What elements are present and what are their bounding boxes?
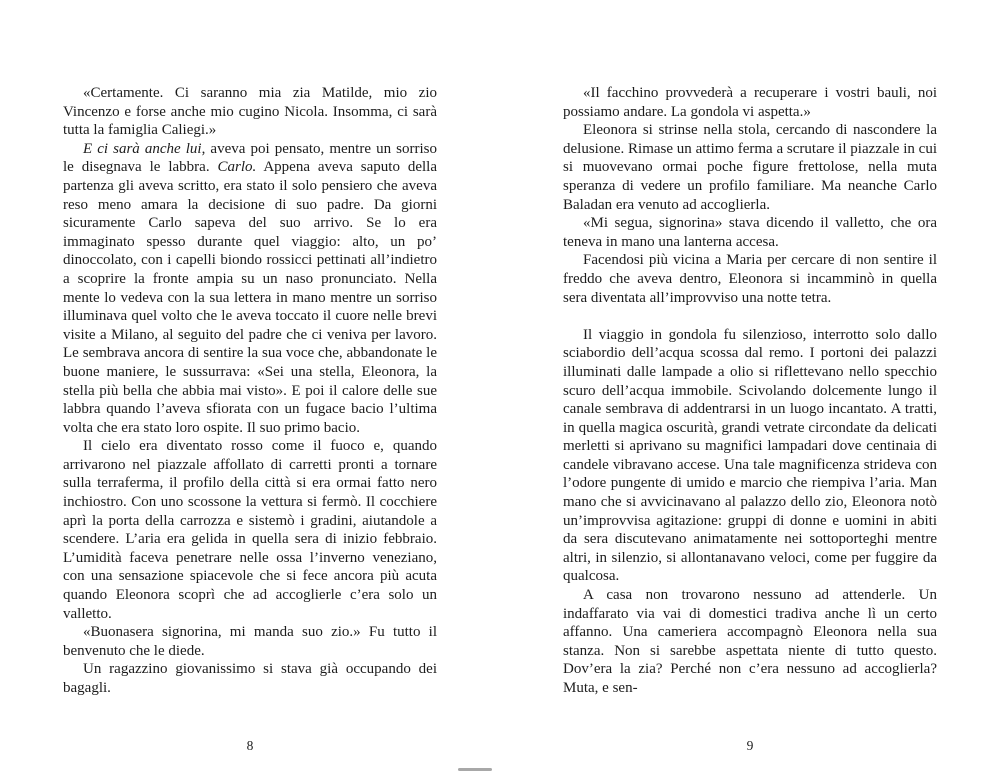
text-run: Il cielo era diventato rosso come il fuoco e, quando arrivarono nel piazzale affollato di carretti pronti a tornare sulla terraferma, il profilo della città si era ormai fatto nero inchiostro. Con uno scossone la vettura si fermò. Il cocchiere aprì la porta della carrozza e sistemò i gradini, aiutandole a scendere. L’aria era gelida in quella sera di inizio febbraio. L’umidità faceva penetrare nelle ossa l’inverno veneziano, con una sensazione spiacevole che si fece ancora più acuta quando Eleonora scoprì che ad accoglierle c’era solo un valletto. [63, 438, 437, 622]
paragraph [63, 140, 437, 438]
text-run: Facendosi più vicina a Maria per cercare di non sentire il freddo che aveva dentro, Eleonora si incamminò in quella sera diventata all’improvviso una notte tetra. [563, 252, 937, 306]
paragraph [63, 660, 437, 697]
page-text-right [563, 84, 937, 698]
page-number-left: 8 [246, 738, 254, 753]
text-run: Un ragazzino giovanissimo si stava già occupando dei bagagli. [63, 661, 437, 696]
text-run: , aveva poi pensato, mentre un sorriso le disegnava le labbra. [63, 140, 437, 176]
text-run: A casa non trovarono nessuno ad attenderle. Un indaffarato via vai di domestici tradiva anche lì un certo affanno. Una cameriera accompagnò Eleonora nella sua stanza. Non si sarebbe aspettata niente di tutto questo. Dov’era la zia? Perché non c’era nessuno ad accoglierla? Muta, e sen- [563, 587, 937, 696]
paragraph [63, 623, 437, 660]
page-right [563, 84, 937, 762]
text-run: «Mi segua, signorina» stava dicendo il valletto, che ora teneva in mano una lanterna accesa. [563, 215, 937, 250]
paragraph [63, 437, 437, 623]
text-run: Appena aveva saputo della partenza gli aveva scritto, era stato il solo pensiero che aveva reso meno amara la decisione di suo padre. Da giorni sicuramente Carlo sapeva del suo arrivo. Se lo era immaginato spesso durante quel viaggio: alto, un po’ dinoccolato, con i capelli biondo rossicci pettinati all’indietro a scoprire la fronte ampia su un naso pronunciato. Nella mente lo vedeva con la sua lettera in mano mentre un sorriso illuminava quel volto che le aveva toccato il cuore nelle brevi visite a Milano, al seguito del padre che ci veniva per lavoro. Le sembrava ancora di sentire la sua voce che, abbandonate le buone maniere, le sussurrava: «Sei una stella, Eleonora, la stella più bella che abbia mai visto». E poi il calore delle sue labbra quando l’aveva sfiorata con un fugace bacio l’ultima volta che era stato loro ospite. Il suo primo bacio. [63, 159, 438, 436]
text-run: «Il facchino provvederà a recuperare i vostri bauli, noi possiamo andare. La gondola vi aspetta.» [563, 85, 937, 120]
text-run: Il viaggio in gondola fu silenzioso, interrotto solo dallo sciabordio dell’acqua scossa dal remo. I portoni dei palazzi illuminati dalle lampade a olio si riflettevano nello specchio scuro dell’acqua immobile. Scivolando dolcemente lungo il canale sembrava di addentrarsi in un luogo incantato. A tratti, in quella magica oscurità, grandi vetrate circondate da delicati merletti si aprivano su magnifici lampadari dove centinaia di candele vibravano accese. Una tale magnificenza strideva con l’odore pungente di umido e marcio che riempiva l’aria. Man mano che si avvicinavano al palazzo dello zio, Eleonora notò un’improvvisa agitazione: gruppi di donne e uomini in abiti da sera discutevano animatamente nei sottoporteghi mentre altri, in silenzio, si allontanavano veloci, come per fuggire da qualcosa. [563, 326, 937, 585]
italic-text-run: Carlo. [217, 159, 257, 176]
paragraph [63, 84, 437, 140]
paragraph [563, 121, 937, 214]
page-left [63, 84, 437, 762]
paragraph [563, 586, 937, 698]
paragraph [563, 84, 937, 121]
italic-text-run: E ci sarà anche lui [83, 140, 202, 157]
page-text-left [63, 84, 437, 698]
page-number-right: 9 [746, 738, 754, 753]
page-position-indicator [458, 768, 492, 771]
paragraph [563, 214, 937, 251]
paragraph [563, 326, 937, 586]
paragraph [563, 251, 937, 307]
text-run: «Buonasera signorina, mi manda suo zio.» Fu tutto il benvenuto che le diede. [63, 624, 437, 659]
text-run: Eleonora si strinse nella stola, cercando di nascondere la delusione. Rimase un attimo ferma a scrutare il piazzale in cui si muovevano ormai poche figure frettolose, nella muta speranza di vedere un profilo familiare. Ma neanche Carlo Baladan era venuto ad accoglierla. [563, 122, 937, 213]
text-run: «Certamente. Ci saranno mia zia Matilde, mio zio Vincenzo e forse anche mio cugino Nicola. Insomma, ci sarà tutta la famiglia Caliegi.» [63, 85, 437, 139]
